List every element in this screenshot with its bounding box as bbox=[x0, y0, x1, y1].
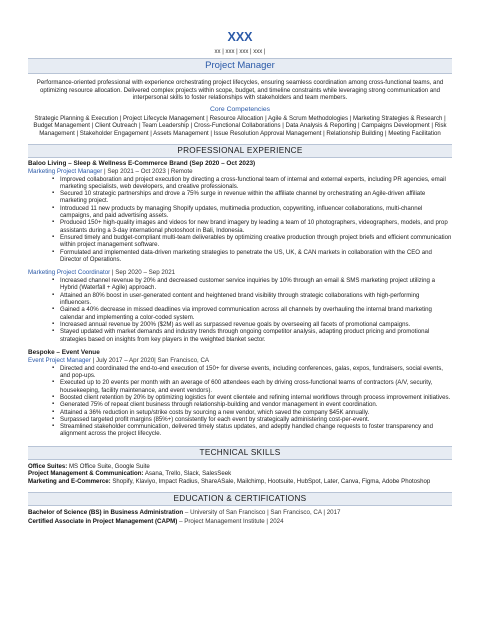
education-row bbox=[28, 518, 452, 526]
bullet-icon: ▪ bbox=[52, 393, 55, 400]
bullet-icon: ▪ bbox=[52, 379, 55, 386]
bullet-icon: ▪ bbox=[52, 320, 55, 327]
bullet-list bbox=[54, 277, 452, 343]
role-title: Marketing Project Manager bbox=[28, 167, 103, 175]
education-heading: EDUCATION & CERTIFICATIONS bbox=[28, 492, 452, 506]
bullet-item: ▪ Formulated and implemented data-driven marketing strategies to penetrate the US, UK, & CAN markets in collaboration with the CEO and Director of Operations. bbox=[52, 248, 432, 263]
bullet-icon: ▪ bbox=[52, 364, 55, 371]
bullet-list bbox=[54, 176, 452, 264]
professional-summary: Performance-oriented professional with experience orchestrating project lifecycles, ensuring seamless coordination among cross-functional teams, and optimizing resource allocation. Delivered complex projects within scope, budget, and timeline constraints while leveraging strong communication and interpersonal skills to foster relationships with stakeholders and team members. bbox=[36, 79, 444, 102]
skill-label: Marketing and E-Commerce: bbox=[28, 477, 111, 485]
education-row bbox=[28, 509, 452, 517]
bullet-item: ▪ Boosted client retention by 20% by optimizing logistics for event clientele and refining internal workflows through process improvement initiatives. bbox=[52, 393, 451, 401]
bullet-item: ▪ Streamlined stakeholder communication, delivered timely status updates, and adeptly handled change requests to foster transparency and alignment across the project lifecycle. bbox=[52, 423, 433, 438]
target-job-title: Project Manager bbox=[28, 58, 452, 74]
role-title: Marketing Project Coordinator bbox=[28, 269, 111, 277]
certification-label: Certified Associate in Project Management (CAPM) bbox=[28, 517, 178, 525]
degree-label: Bachelor of Science (BS) in Business Administration bbox=[28, 508, 184, 516]
bullet-icon: ▪ bbox=[52, 415, 55, 422]
bullet-icon: ▪ bbox=[52, 248, 55, 255]
skill-row bbox=[28, 463, 452, 470]
education-section bbox=[28, 509, 452, 526]
role-line bbox=[28, 168, 452, 176]
company-name: Baloo Living – Sleep & Wellness E-Commerce Brand (Sep 2020 – Oct 2023) bbox=[28, 159, 256, 167]
bullet-icon: ▪ bbox=[52, 306, 55, 313]
role-line bbox=[28, 269, 452, 277]
skill-row bbox=[28, 470, 452, 477]
experience-section bbox=[28, 160, 452, 438]
role-meta: | Sep 2021 – Oct 2023 | Remote bbox=[102, 167, 193, 175]
bullet-icon: ▪ bbox=[52, 190, 55, 197]
skill-value: Shopify, Klaviyo, Impact Radius, ShareASale, Mailchimp, Hootsuite, HubSpot, Later, Canva, Figma, Adobe Photoshop bbox=[110, 477, 431, 485]
role-line bbox=[28, 357, 452, 365]
bullet-icon: ▪ bbox=[52, 291, 55, 298]
core-competencies-title: Core Competencies bbox=[209, 105, 271, 113]
bullet-item: ▪ Increased channel revenue by 20% and decreased customer service inquiries by 10% through an email & SMS marketing project utilizing a Hybrid (Waterfall + Agile) approach. bbox=[52, 277, 435, 292]
bullet-item: ▪ Increased annual revenue by 200% ($2M) as well as surpassed revenue goals by overseeing all facets of promotional campaigns. bbox=[52, 320, 411, 328]
experience-heading: PROFESSIONAL EXPERIENCE bbox=[28, 144, 452, 158]
bullet-item: ▪ Directed and coordinated the end-to-end execution of 150+ for diverse events, including conferences, galas, expos, fundraisers, social events, and pop-ups. bbox=[52, 364, 443, 380]
bullet-item: ▪ Introduced 11 new products by managing Shopify updates, multimedia production, copywriting, influencer collaborations, multi-channel campaigns, and paid advertising assets. bbox=[52, 204, 423, 220]
degree-detail: – University of San Francisco | San Francisco, CA | 2017 bbox=[183, 508, 341, 516]
certification-detail: – Project Management Institute | 2024 bbox=[177, 517, 284, 525]
bullet-list bbox=[54, 365, 452, 438]
bullet-icon: ▪ bbox=[52, 219, 55, 226]
bullet-item: ▪ Produced 150+ high-quality images and videos for new brand imagery by leading a team of 10 photographers, videographers, models, and prop assistants during a 3-day international photoshoot in Bali, Indonesia. bbox=[52, 219, 448, 234]
bullet-item: ▪ Secured 10 strategic partnerships and drove a 75% surge in revenue within the affiliate channel by orchestrating an Agile-driven affiliate marketing project. bbox=[52, 190, 426, 205]
contact-line: xx | xxx | xxx | xxx | bbox=[214, 49, 266, 55]
skill-value: MS Office Suite, Google Suite bbox=[67, 462, 150, 470]
role-title: Event Project Manager bbox=[28, 356, 91, 364]
role-meta: | Sep 2020 – Sep 2021 bbox=[110, 269, 176, 277]
bullet-item: ▪ Gained a 40% decrease in missed deadlines via improved communication across all channels by overhauling the internal brand marketing calendar and implementing a color-coded system. bbox=[52, 306, 432, 321]
skill-label: Office Suites: bbox=[28, 462, 68, 470]
candidate-name: XXX bbox=[227, 30, 253, 44]
bullet-icon: ▪ bbox=[52, 175, 55, 182]
skill-label: Project Management & Communication: bbox=[28, 470, 144, 478]
bullet-icon: ▪ bbox=[52, 328, 55, 335]
bullet-item: ▪ Executed up to 20 events per month with an average of 600 attendees each by driving cross-functional teams of contractors (A/V, security, housekeeping, facility maintenance, and event vendors). bbox=[52, 379, 433, 394]
bullet-icon: ▪ bbox=[52, 277, 55, 284]
bullet-item: ▪ Surpassed targeted profit margins (85%+) consistently for each event by strategically administering cost-per-event. bbox=[52, 415, 370, 423]
company-name: Bespoke – Event Venue bbox=[28, 348, 100, 356]
technical-skills-section bbox=[28, 463, 452, 485]
bullet-icon: ▪ bbox=[52, 204, 55, 211]
core-competencies-list: Strategic Planning & Execution | Project Lifecycle Management | Resource Allocation | Agile & Scrum Methodologies | Marketing Strategies & Research | Budget Management | Client Outreach | Team Leadership | Cross-Functional Collaborations | Data Analysis & Reporting | Campaigns Development | Risk Management | Stakeholder Engagement | Assets Management | Issue Resolution Approval Management | Relationship Building | Meeting Facilitation bbox=[33, 114, 447, 137]
bullet-icon: ▪ bbox=[52, 423, 55, 430]
bullet-icon: ▪ bbox=[52, 408, 55, 415]
technical-skills-heading: TECHNICAL SKILLS bbox=[28, 446, 452, 460]
bullet-icon: ▪ bbox=[52, 401, 55, 408]
bullet-item: ▪ Stayed updated with market demands and industry trends through ongoing competitor analysis, adapting product pricing and promotional strategies based on insights from key players in the weighted blanket sector. bbox=[52, 328, 430, 343]
bullet-item: ▪ Attained a 36% reduction in setup/strike costs by sourcing a new vendor, which saved the company $45K annually. bbox=[52, 408, 370, 416]
skill-value: Asana, Trello, Slack, SalesSeek bbox=[143, 470, 232, 478]
bullet-icon: ▪ bbox=[52, 233, 55, 240]
role-meta: | July 2017 – Apr 2020| San Francisco, CA bbox=[90, 356, 210, 364]
bullet-item: ▪ Generated 75% of repeat client business through relationship-building and vendor management in event coordination. bbox=[52, 401, 378, 409]
skill-row bbox=[28, 478, 452, 485]
bullet-item: ▪ Attained an 80% boost in user-generated content and heightened brand visibility through strategic collaborations with high-performing influencers. bbox=[52, 291, 420, 307]
bullet-item: ▪ Ensured timely and budget-compliant multi-team deliverables by optimizing creative production through project briefs and efficient communication within project management software. bbox=[52, 233, 452, 249]
bullet-item: ▪ Improved collaboration and project execution by directing a cross-functional team of internal and external experts, including PR agencies, email marketing specialists, web developers, and creative professionals. bbox=[52, 175, 446, 190]
